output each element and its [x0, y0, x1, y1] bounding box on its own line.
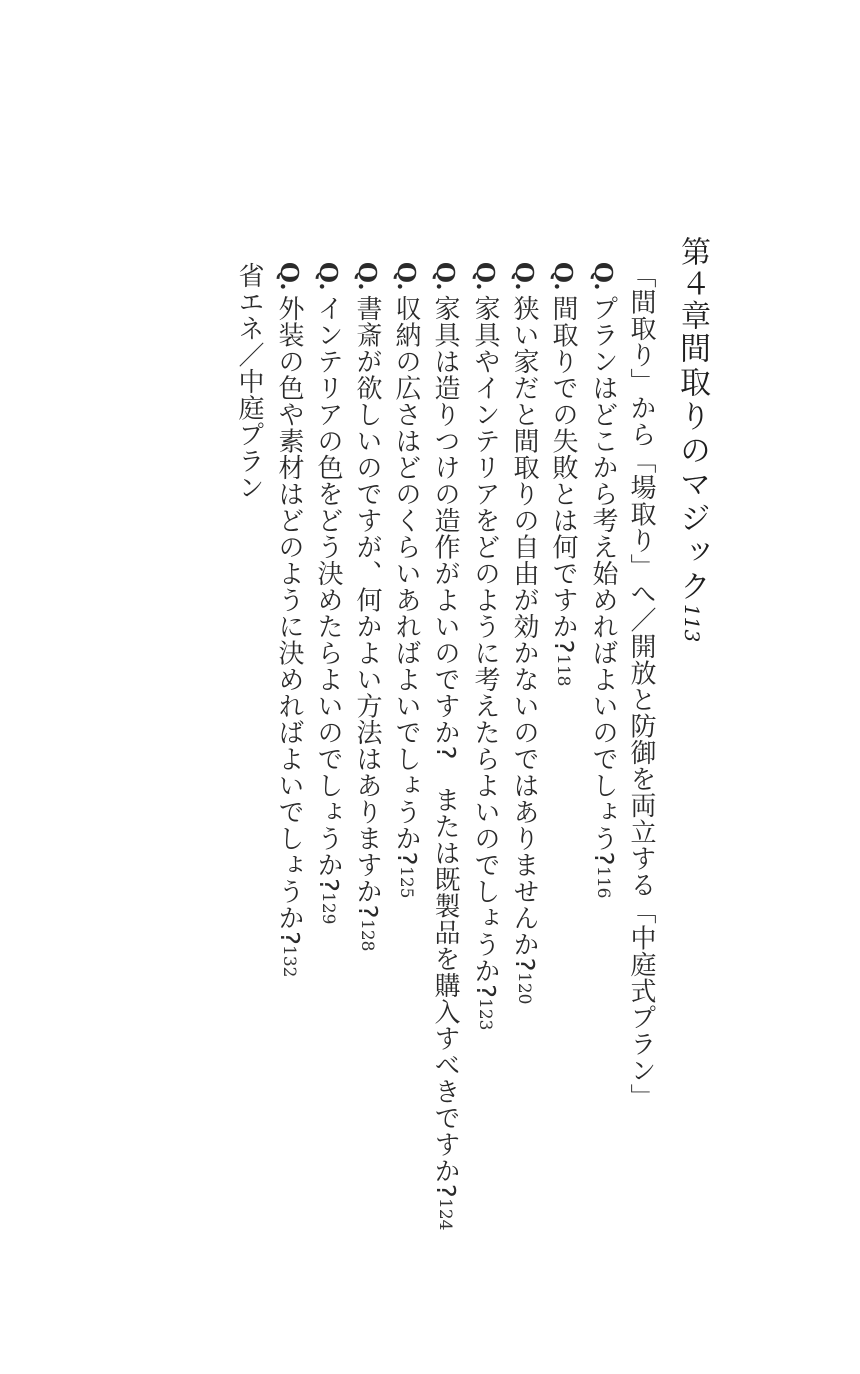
- page-number: 123: [475, 998, 495, 1031]
- toc-entry-question: [276, 262, 331, 978]
- question-marker: Q.: [549, 262, 578, 292]
- toc-entry-outro: [236, 262, 262, 501]
- question-marker: Q.: [431, 262, 460, 292]
- question-marker: Q.: [275, 262, 304, 292]
- entry-text: 家具は造りつけの造作がよいのですか? または既製品を購入すべきですか?: [430, 295, 460, 1199]
- entry-text: プランはどこから考え始めればよいのでしょう?: [588, 295, 618, 866]
- entry-text: 狭い家だと間取りの自由が効かないのではありませんか?: [509, 295, 539, 972]
- question-marker: Q.: [314, 262, 343, 292]
- entry-text: 家具やインテリアをどのように考えたらよいのでしょうか?: [470, 295, 500, 999]
- chapter-title: 間取りのマジック: [674, 332, 710, 604]
- page-number: 116: [593, 865, 613, 899]
- entry-text: 間取りでの失敗とは何ですか?: [548, 295, 578, 654]
- entry-text: 「間取り」から「場取り」へ／開放と防御を両立する「中庭式プラン」: [626, 262, 656, 1110]
- entry-text: 外装の色や素材はどのように決めればよいでしょうか?: [274, 295, 304, 946]
- entry-text: 書斎が欲しいのですが、何かよい方法はありますか?: [352, 295, 382, 919]
- entry-text: 収納の広さはどのくらいあればよいでしょうか?: [391, 295, 421, 866]
- chapter-heading: [676, 236, 742, 642]
- entry-text: インテリアの色をどう決めたらよいのでしょうか?: [313, 295, 343, 893]
- page-number: 118: [553, 653, 573, 687]
- page-number: 132: [279, 945, 299, 978]
- page-number: 128: [357, 918, 377, 952]
- question-marker: Q.: [353, 262, 382, 292]
- chapter-page-number: 113: [680, 604, 704, 643]
- question-marker: Q.: [471, 262, 500, 292]
- entry-text: 省エネ／中庭プラン: [234, 262, 264, 501]
- page-number: 125: [396, 865, 416, 899]
- question-marker: Q.: [510, 262, 539, 292]
- question-marker: Q.: [392, 262, 421, 292]
- page-number: 120: [514, 971, 534, 1005]
- page-number: 129: [318, 892, 338, 925]
- chapter-number: 第４章: [675, 236, 710, 332]
- page-number: 124: [435, 1198, 455, 1231]
- question-marker: Q.: [589, 262, 618, 292]
